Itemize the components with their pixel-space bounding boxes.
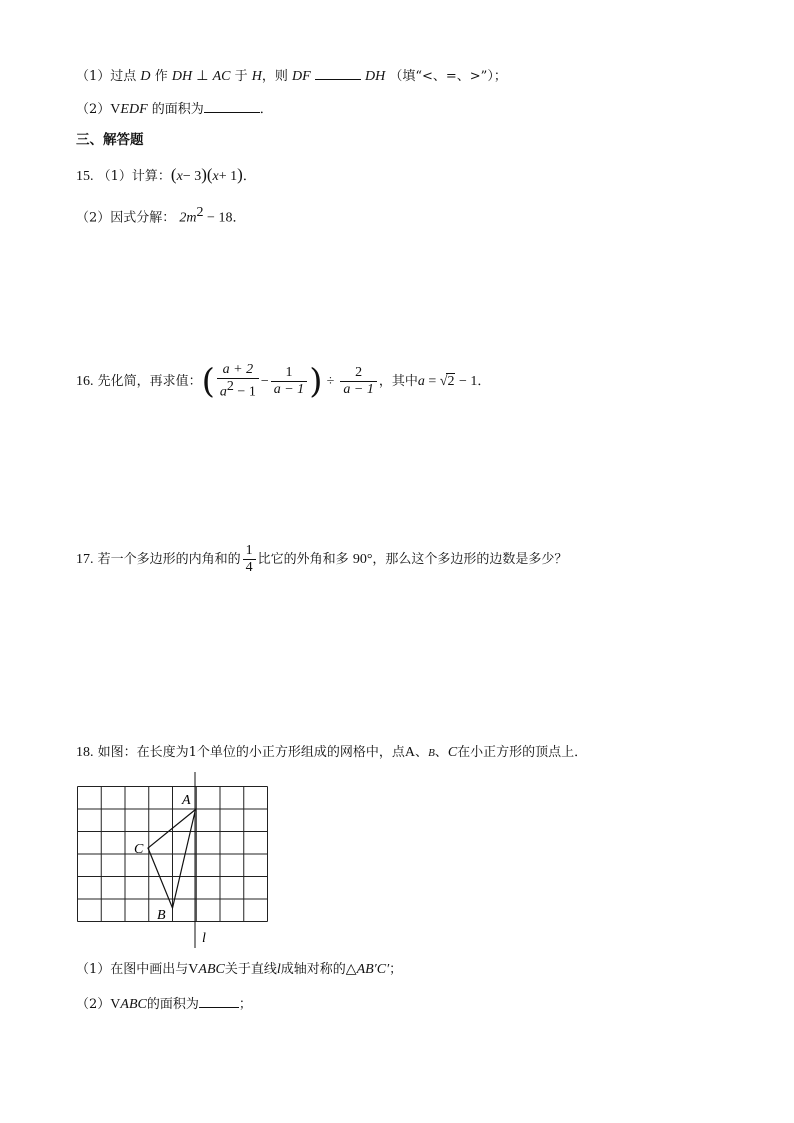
answer-blank[interactable] — [204, 99, 260, 113]
answer-blank[interactable] — [199, 994, 239, 1008]
point-C: C — [447, 745, 458, 760]
q16-text: 先化简，再求值： — [97, 374, 202, 389]
q18-part1-about: 关于直线 — [224, 962, 277, 977]
expr-term: + 1 — [218, 169, 238, 184]
point-B: B — [428, 747, 435, 759]
fraction-1: $\frac{a + 2}{a^2 - 1}$ — [217, 362, 259, 400]
q15-part2-prefix: （2）因式分解： — [76, 210, 176, 226]
q14-part2-end: ． — [259, 102, 273, 117]
q14-part1 — [76, 66, 507, 87]
q16-end: ． — [477, 374, 491, 389]
angle-value: 90° — [352, 552, 373, 567]
q18-text-1: 如图：在长度为1个单位的小正方形组成的网格中，点 — [97, 745, 405, 760]
question-number: 18. — [76, 745, 94, 760]
q14-part1-at: 于 — [234, 69, 248, 84]
q18-part2-prefix: （2） — [76, 997, 111, 1012]
expr-2m: 2m — [179, 210, 197, 226]
label-B: B — [157, 908, 166, 923]
q15-part1-end: ． — [242, 169, 256, 184]
q14-part2-prefix: （2） — [76, 102, 111, 117]
triangle-ABC — [148, 810, 196, 909]
q17-text-1: 若一个多边形的内角和的 — [97, 552, 241, 567]
triangle-ABC-name: ABC — [198, 962, 225, 977]
q17-text-2: 比它的外角和多 — [257, 552, 349, 567]
q17-text-3: ，那么这个多边形的边数是多少？ — [372, 552, 568, 567]
triangle-symbol: V — [110, 997, 121, 1012]
segment-DH-2: DH — [364, 69, 386, 84]
q18-stem: 18. 如图：在长度为1个单位的小正方形组成的网格中，点A、B、C在小正方形的顶点上． — [76, 745, 588, 760]
q15-part2 — [76, 203, 245, 228]
line-l: l — [276, 962, 281, 977]
var-a: a — [417, 374, 425, 389]
triangle-ABC-name: ABC — [120, 997, 147, 1012]
section-title: 三、解答题 — [76, 132, 144, 148]
q14-part2 — [76, 99, 273, 120]
q14-part1-fill-hint: （填“<、=、>”）； — [389, 69, 507, 84]
point-H: H — [251, 69, 262, 84]
triangle-symbol: V — [110, 102, 121, 117]
q14-part1-then: ，则 — [261, 69, 288, 84]
q15-part1-prefix: （1）计算： — [97, 169, 171, 184]
point-A: A — [404, 745, 416, 760]
grid-lines — [78, 787, 268, 922]
expr-var: x — [176, 169, 183, 184]
q18-part1-end: ； — [389, 962, 403, 977]
expr-term: − 3 — [182, 169, 202, 184]
expr-rest: − 18 — [203, 210, 233, 226]
sqrt-value: 2 — [447, 374, 455, 389]
answer-blank[interactable] — [315, 66, 361, 80]
exponent: 2 — [196, 205, 204, 220]
q16: 16. 先化简，再求值：( $\frac{a + 2}{a^2 - 1}$ − $\frac{1}{a - 1}$ ) ÷ $\frac{2}{a - 1}$ ，其中a = √2 − 1． — [76, 361, 491, 402]
q14-part2-text: 的面积为 — [151, 102, 204, 117]
label-A: A — [182, 793, 191, 808]
fraction-quarter: $\frac{1}{4}$ — [243, 543, 256, 576]
q18-part2-end: ； — [238, 997, 252, 1012]
triangle-EDF: EDF — [120, 102, 148, 117]
q18-text-2: 在小正方形的顶点上． — [457, 745, 588, 760]
q18-part2 — [76, 994, 252, 1015]
segment-DF: DF — [292, 69, 311, 84]
triangle-symbol: △ — [345, 962, 357, 977]
label-C: C — [134, 842, 144, 857]
segment-DH: DH — [171, 69, 193, 84]
triangle-ABprimeCprime: AB′C′ — [356, 962, 390, 977]
perp-symbol: ⊥ — [196, 69, 209, 84]
point-D: D — [140, 69, 151, 84]
grid-figure — [70, 770, 280, 955]
divide-sign: ÷ — [326, 374, 335, 389]
q18-part1-prefix: （1）在图中画出与 — [76, 962, 189, 977]
minus-sign: − — [260, 374, 269, 389]
segment-AC: AC — [212, 69, 231, 84]
q14-part1-prefix: （1）过点 — [76, 69, 137, 84]
q15-part1: 15. （1）计算：(x− 3)(x+ 1)． — [76, 165, 256, 184]
q18-part1-mid: 成轴对称的 — [280, 962, 346, 977]
expr-var: x — [212, 169, 219, 184]
label-l: l — [202, 931, 206, 946]
triangle-symbol: V — [188, 962, 199, 977]
question-number: 16. — [76, 374, 94, 389]
fraction-3: $\frac{2}{a - 1}$ — [340, 365, 376, 398]
q14-part1-make: 作 — [154, 69, 168, 84]
question-number: 17. — [76, 552, 94, 567]
q16-where: ，其中 — [378, 374, 418, 389]
q15-part2-end: ． — [232, 210, 246, 226]
q18-part1 — [76, 960, 402, 980]
q18-part2-text: 的面积为 — [146, 997, 199, 1012]
question-number: 15. — [76, 169, 94, 184]
fraction-2: $\frac{1}{a - 1}$ — [271, 365, 307, 398]
q17 — [76, 542, 567, 578]
